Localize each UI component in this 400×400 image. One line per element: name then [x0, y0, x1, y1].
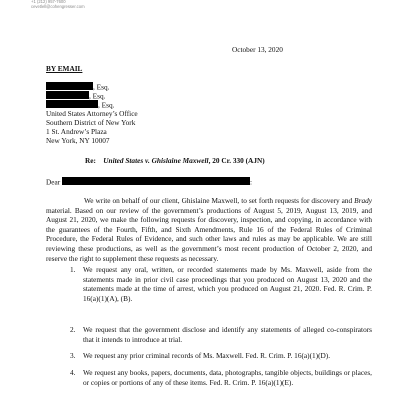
redaction-bar [46, 100, 98, 108]
redaction-bar [46, 91, 89, 99]
re-line [85, 156, 265, 166]
address-line-4: New York, NY 10007 [46, 136, 110, 145]
intro-paragraph: We write on behalf of our client, Ghislaine Maxwell, to set forth requests for discovery and Brady material. Based on our review of the government’s productions of August 5, 2019, August 13, 2019, and August 21, 2020, we make the following requests for discovery, inspection, and copying, in accordance with the guarantees of the Fourth, Fifth, and Sixth Amendments, Rule 16 of the Federal Rules of Criminal Procedure, the Federal Rules of Evidence, and such other laws and rules as may be applicable. We are still reviewing these productions, as well as the government’s most recent production of October 2, 2020, and reserve the right to supplement these requests as necessary. [46, 196, 372, 263]
address-line-3: 1 St. Andrew’s Plaza [46, 127, 107, 136]
address-line-2: Southern District of New York [46, 118, 136, 127]
brady-term: Brady [354, 196, 372, 205]
request-item-3: 3. We request any prior criminal records of Ms. Maxwell. Fed. R. Crim. P. 16(a)(1)(D). [70, 351, 331, 360]
request-item-1: 1. We request any oral, written, or recorded statements made by Ms. Maxwell, aside from the statements made in prior civil case proceedings that you produced on August 13, 2020 and the statements made at the time of arrest, which you produced on August 21, 2020. Fed. R. Crim. P. 16(a)(1)(A), (B). [70, 265, 372, 303]
salutation: Dear : [46, 177, 253, 187]
request-item-2: 2. We request that the government disclose and identify any statements of alleged co-conspirators that it intends to introduce at trial. [70, 325, 372, 344]
recipient-3: , Esq. [46, 100, 114, 110]
recipient-2: , Esq. [46, 91, 105, 101]
docket-number: , 20 Cr. 330 (AJN) [208, 156, 265, 165]
redaction-bar [62, 177, 250, 185]
re-label: Re: [85, 156, 96, 165]
redaction-bar [46, 82, 93, 90]
letterhead-phone: +1 (212) 957-7600 [31, 0, 66, 4]
recipient-1: , Esq. [46, 82, 109, 92]
case-name: United States v. Ghislaine Maxwell [103, 156, 209, 165]
letterhead-email: cevetlell@cohengresser.com [31, 4, 85, 9]
request-item-4: 4. We request any books, papers, documents, data, photographs, tangible objects, buildings or places, or copies or portions of any of these items. Fed. R. Crim. P. 16(a)(1)(E). [70, 368, 372, 387]
address-line-1: United States Attorney’s Office [46, 109, 138, 118]
letter-date: October 13, 2020 [232, 45, 283, 54]
delivery-method: BY EMAIL [46, 64, 83, 73]
